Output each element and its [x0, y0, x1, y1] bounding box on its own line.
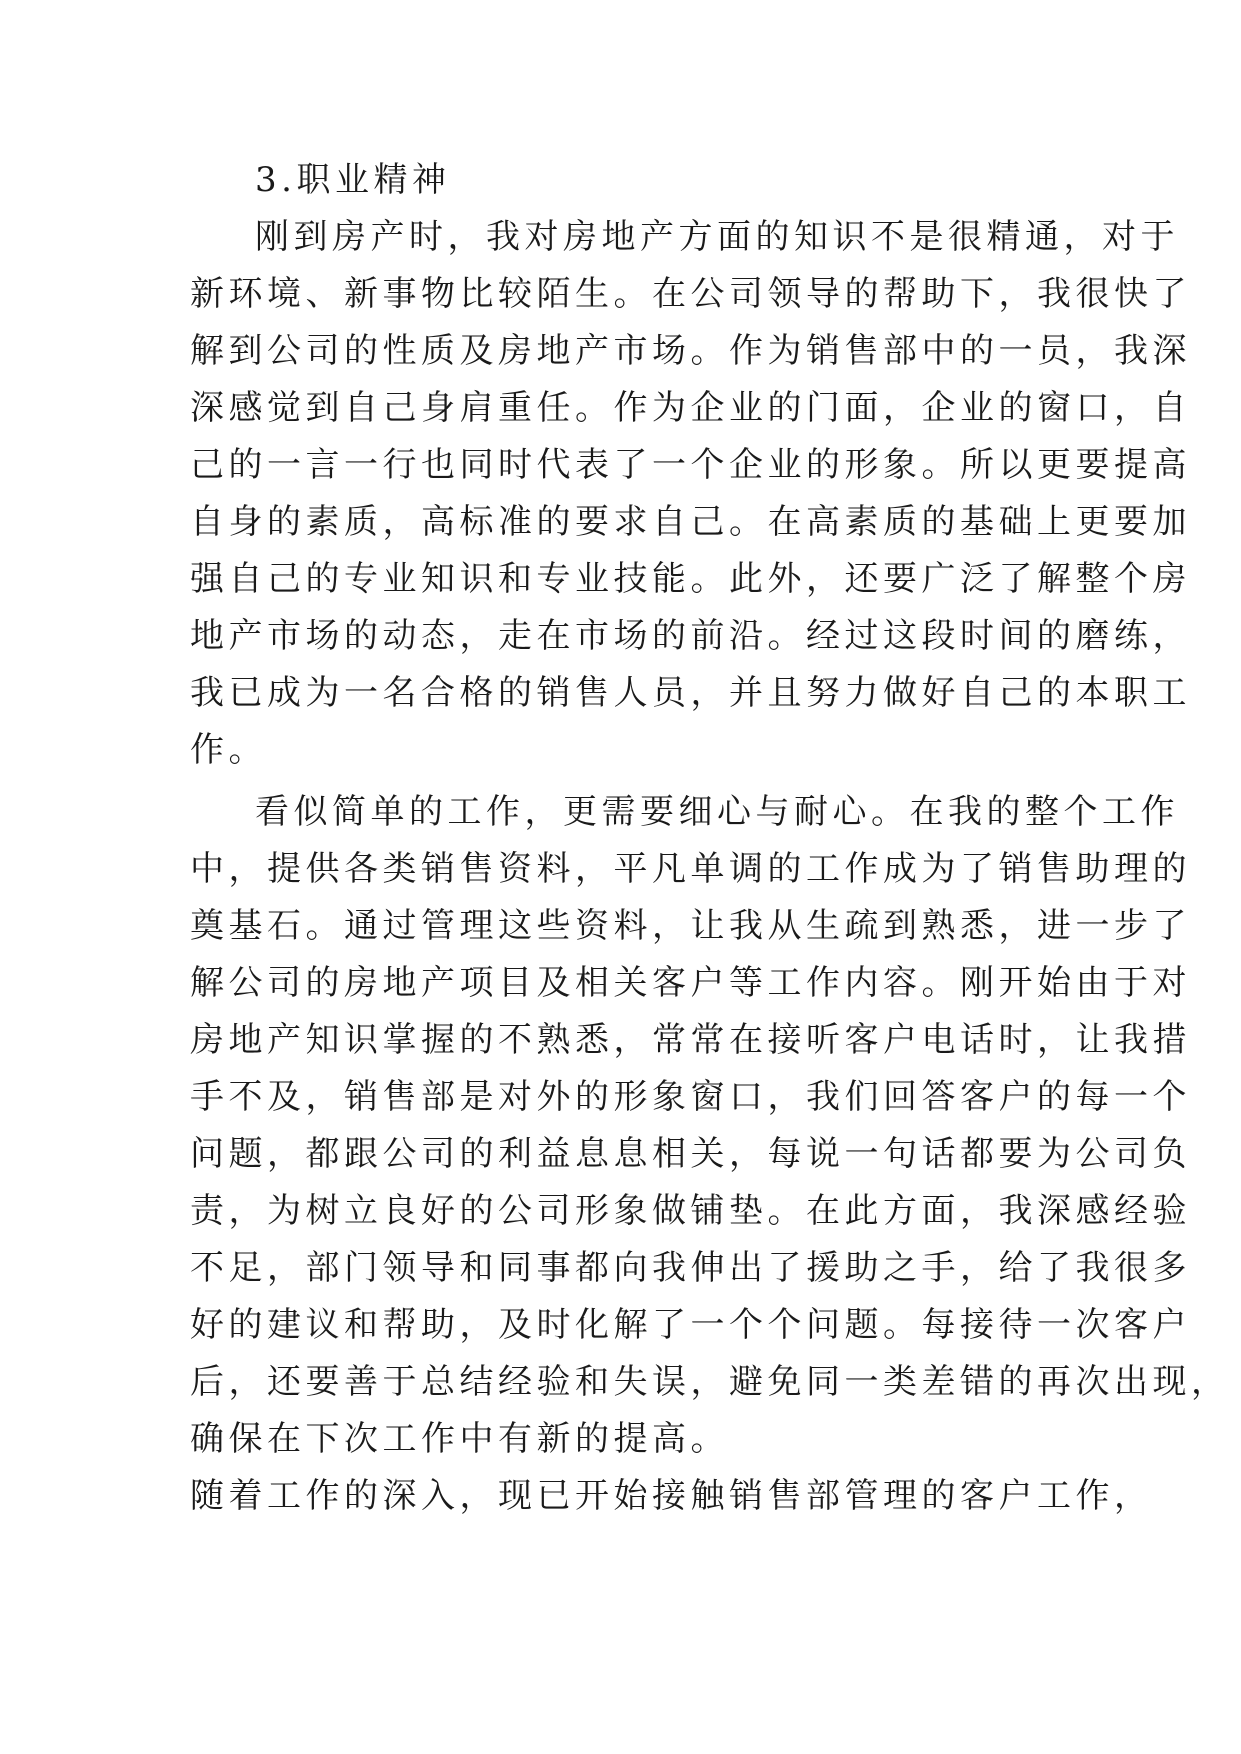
paragraph-line: 后，还要善于总结经验和失误，避免同一类差错的再次出现，: [190, 1362, 1230, 1402]
paragraph-line: 奠基石。通过管理这些资料，让我从生疏到熟悉，进一步了: [190, 906, 1191, 946]
paragraph-line: 刚到房产时，我对房地产方面的知识不是很精通，对于: [255, 217, 1179, 257]
paragraph-line: 随着工作的深入，现已开始接触销售部管理的客户工作，: [190, 1476, 1153, 1516]
paragraph-line: 作。: [190, 730, 267, 770]
section-heading: 3.职业精神: [255, 160, 451, 200]
paragraph-line: 解到公司的性质及房地产市场。作为销售部中的一员，我深: [190, 331, 1191, 371]
paragraph-line: 中，提供各类销售资料，平凡单调的工作成为了销售助理的: [190, 849, 1191, 889]
paragraph-line: 深感觉到自己身肩重任。作为企业的门面，企业的窗口，自: [190, 388, 1191, 428]
paragraph-line: 好的建议和帮助，及时化解了一个个问题。每接待一次客户: [190, 1305, 1191, 1345]
paragraph-line: 看似简单的工作，更需要细心与耐心。在我的整个工作: [255, 792, 1179, 832]
paragraph-line: 房地产知识掌握的不熟悉，常常在接听客户电话时，让我措: [190, 1020, 1191, 1060]
paragraph-line: 责，为树立良好的公司形象做铺垫。在此方面，我深感经验: [190, 1191, 1191, 1231]
paragraph-line: 手不及，销售部是对外的形象窗口，我们回答客户的每一个: [190, 1077, 1191, 1117]
paragraph-line: 自身的素质，高标准的要求自己。在高素质的基础上更要加: [190, 502, 1191, 542]
paragraph-line: 强自己的专业知识和专业技能。此外，还要广泛了解整个房: [190, 559, 1191, 599]
paragraph-line: 不足，部门领导和同事都向我伸出了援助之手，给了我很多: [190, 1248, 1191, 1288]
paragraph-line: 确保在下次工作中有新的提高。: [190, 1419, 729, 1459]
paragraph-line: 解公司的房地产项目及相关客户等工作内容。刚开始由于对: [190, 963, 1191, 1003]
paragraph-line: 问题，都跟公司的利益息息相关，每说一句话都要为公司负: [190, 1134, 1191, 1174]
paragraph-line: [255, 1532, 1090, 1596]
paragraph-line: 新环境、新事物比较陌生。在公司领导的帮助下，我很快了: [190, 274, 1191, 314]
paragraph-line: 我已成为一名合格的销售人员，并且努力做好自己的本职工: [190, 673, 1191, 713]
paragraph-line: 地产市场的动态，走在市场的前沿。经过这段时间的磨练，: [190, 616, 1191, 656]
paragraph-line: 己的一言一行也同时代表了一个企业的形象。所以更要提高: [190, 445, 1191, 485]
